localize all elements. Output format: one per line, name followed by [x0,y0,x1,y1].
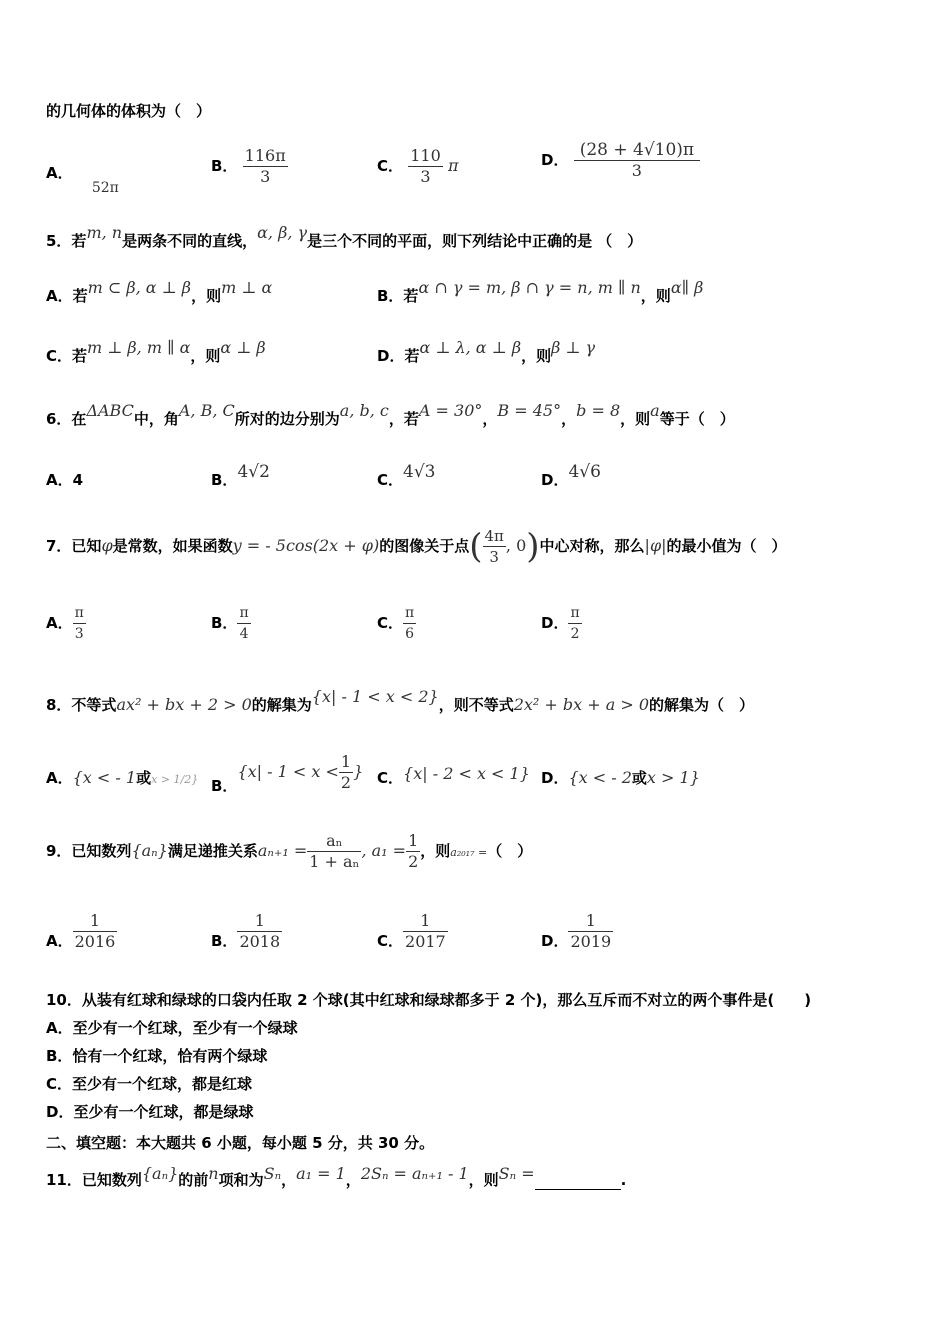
option-pi: π [448,156,459,175]
q5-option-b[interactable]: B．若α ∩ γ = m, β ∩ γ = n, m ∥ n，则α∥ β [377,278,704,305]
q8-option-b[interactable]: B．{x| - 1 < x < $\frac{1}{2}$ } [211,752,364,795]
q10-option-b[interactable]: B．恰有一个红球，恰有两个绿球 [46,1047,268,1065]
q8-stem: 8．不等式ax² + bx + 2 > 0的解集为{x| - 1 < x < 2}，则不等式2x² + bx + a > 0的解集为（ ） [46,687,755,714]
option-label: D． [541,151,569,169]
q7-option-b[interactable]: B． $\frac{\pi}{4}$ [211,605,249,642]
q7-option-c[interactable]: C． $\frac{\pi}{6}$ [377,605,415,642]
q8-option-d[interactable]: D．{x < - 2或x > 1} [541,768,700,787]
q11-stem: 11．已知数列{aₙ}的前n项和为Sₙ，a₁ = 1，2Sₙ = aₙ₊₁ - 1，则Sₙ = . [46,1164,627,1189]
q10-option-c[interactable]: C．至少有一个红球，都是红球 [46,1075,253,1093]
q6-option-b[interactable]: B．4√2 [211,462,270,489]
q4-option-c[interactable] [377,146,459,187]
option-fraction: $\frac{(28 + 4√10)\pi}{3}$ [574,140,700,181]
q9-option-b[interactable]: B． $\frac{1}{2018}$ [211,911,281,951]
q9-option-a[interactable]: A． $\frac{1}{2016}$ [46,911,116,951]
q5-option-c[interactable]: C．若m ⊥ β, m ∥ α，则α ⊥ β [46,338,266,365]
q5-option-d[interactable]: D．若α ⊥ λ, α ⊥ β，则β ⊥ γ [377,338,596,365]
option-label: A． [46,164,73,182]
q9-stem: 9．已知数列{aₙ}满足递推关系aₙ₊₁ = $\frac{\text{aₙ}}{\text{1 + aₙ}}$ , a₁ = $\frac{1}{2}$ ，则a₂₀₁₇ =（ ） [46,831,533,871]
option-label: B． [211,157,238,175]
q4-option-a[interactable] [46,162,119,196]
q8-option-a[interactable]: A．{x < - 1或x > 1/2} [46,768,199,787]
q7-option-d[interactable]: D． $\frac{\pi}{2}$ [541,605,580,642]
q6-stem: 6．在ΔABC中，角A, B, C所对的边分别为a, b, c，若A = 30°，B = 45°，b = 8，则a等于（ ） [46,401,735,428]
q7-stem: 7．已知φ是常数，如果函数y = - 5cos(2x + φ)的图像关于点( $\frac{4\pi}{3}$ , 0)中心对称，那么|φ|的最小值为（ ） [46,526,787,567]
option-label: C． [377,157,404,175]
q10-option-a[interactable]: A．至少有一个红球，至少有一个绿球 [46,1019,298,1037]
answer-blank[interactable] [535,1173,621,1190]
q6-option-a[interactable]: A．4 [46,471,84,489]
q10-option-d[interactable]: D．至少有一个红球，都是绿球 [46,1103,254,1121]
q4-option-b[interactable] [211,146,288,187]
q9-option-d[interactable]: D． $\frac{1}{2019}$ [541,911,612,951]
q4-stem-tail: 的几何体的体积为（ ） [46,102,212,120]
q5-option-a[interactable]: A．若m ⊂ β, α ⊥ β，则m ⊥ α [46,278,273,305]
q8-option-c[interactable]: C．{x| - 2 < x < 1} [377,764,530,787]
option-fraction: $\frac{116\pi}{3}$ [244,146,286,186]
q4-option-d[interactable] [541,140,700,181]
q9-option-c[interactable]: C． $\frac{1}{2017}$ [377,911,446,951]
q6-option-c[interactable]: C．4√3 [377,462,436,489]
option-fraction: $\frac{110}{3}$ [410,146,441,186]
q5-stem: 5．若m, n是两条不同的直线，α, β, γ是三个不同的平面，则下列结论中正确的是 （ ） [46,223,643,250]
q10-stem: 10．从装有红球和绿球的口袋内任取 2 个球(其中红球和绿球都多于 2 个)，那么互斥而不对立的两个事件是( ) [46,991,812,1009]
section-2-heading: 二、填空题：本大题共 6 小题，每小题 5 分，共 30 分。 [46,1134,435,1152]
option-expr: 52π [91,180,119,196]
q6-option-d[interactable]: D．4√6 [541,462,601,489]
q7-option-a[interactable]: A． $\frac{\pi}{3}$ [46,605,84,642]
